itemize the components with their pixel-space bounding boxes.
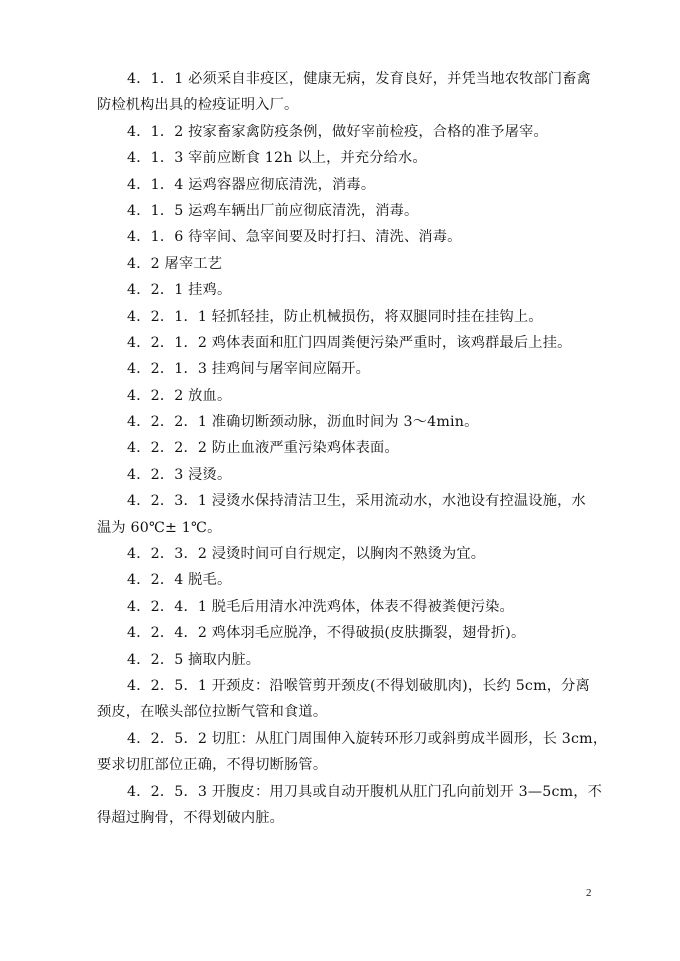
- text-line: 4．2．2 放血。: [127, 387, 232, 404]
- text-line: 温为 60℃± 1℃。: [97, 519, 222, 536]
- section-heading: 4．2 屠宰工艺: [127, 255, 223, 272]
- text-line: 4．1．6 待宰间、急宰间要及时打扫、清洗、消毒。: [127, 229, 462, 246]
- text-line: 4．2．2．1 准确切断颈动脉，沥血时间为 3～4min。: [127, 414, 479, 431]
- text-line: 4．2．1．2 鸡体表面和肛门四周粪便污染严重时，该鸡群最后上挂。: [127, 334, 572, 351]
- text-line: 4．2．1 挂鸡。: [127, 282, 232, 299]
- text-line: 4．2．5．1 开颈皮：沿喉管剪开颈皮(不得划破肌肉)，长约 5cm，分离: [127, 677, 590, 694]
- text-line: 4．2．4．1 脱毛后用清水冲洗鸡体，体表不得被粪便污染。: [127, 598, 514, 615]
- text-line: 得超过胸骨，不得划破内脏。: [97, 809, 285, 826]
- text-line: 颈皮，在喉头部位拉断气管和食道。: [97, 704, 328, 721]
- text-line: 4．2．1．3 挂鸡间与屠宰间应隔开。: [127, 361, 371, 378]
- text-line: 4．2．4．2 鸡体羽毛应脱净，不得破损(皮肤撕裂，翅骨折)。: [127, 625, 526, 642]
- document-body: [97, 66, 608, 831]
- text-line: 4．1．2 按家畜家禽防疫条例，做好宰前检疫，合格的准予屠宰。: [127, 123, 548, 140]
- text-line: 4．2．1．1 轻抓轻挂，防止机械损伤，将双腿同时挂在挂钩上。: [127, 308, 543, 325]
- text-line: 4．1．4 运鸡容器应彻底清洗，消毒。: [127, 176, 376, 193]
- text-line: 4．2．5．3 开腹皮：用刀具或自动开腹机从肛门孔向前划开 3—5cm，不: [127, 783, 603, 800]
- text-line: 4．1．5 运鸡车辆出厂前应彻底清洗，消毒。: [127, 202, 419, 219]
- text-line: 4．2．5．2 切肛：从肛门周围伸入旋转环形刀或斜剪成半圆形，长 3cm，: [127, 730, 608, 747]
- text-line: 4．2．3 浸烫。: [127, 466, 232, 483]
- text-line: 4．2．5 摘取内脏。: [127, 651, 261, 668]
- text-line: 4．2．2．2 防止血液严重污染鸡体表面。: [127, 440, 399, 457]
- page-number: 2: [586, 887, 592, 899]
- text-line: 要求切肛部位正确，不得切断肠管。: [97, 757, 328, 774]
- text-line: 防检机构出具的检疫证明入厂。: [97, 97, 299, 114]
- text-line: 4．2．4 脱毛。: [127, 572, 232, 589]
- text-line: 4．2．3．1 浸烫水保持清洁卫生，采用流动水，水池设有控温设施，水: [127, 493, 586, 510]
- text-line: 4．1．3 宰前应断食 12h 以上，并充分给水。: [127, 150, 427, 167]
- text-line: 4．1．1 必须采自非疫区，健康无病，发育良好，并凭当地农牧部门畜禽: [127, 71, 592, 87]
- text-line: 4．2．3．2 浸烫时间可自行规定，以胸肉不熟烫为宜。: [127, 546, 486, 563]
